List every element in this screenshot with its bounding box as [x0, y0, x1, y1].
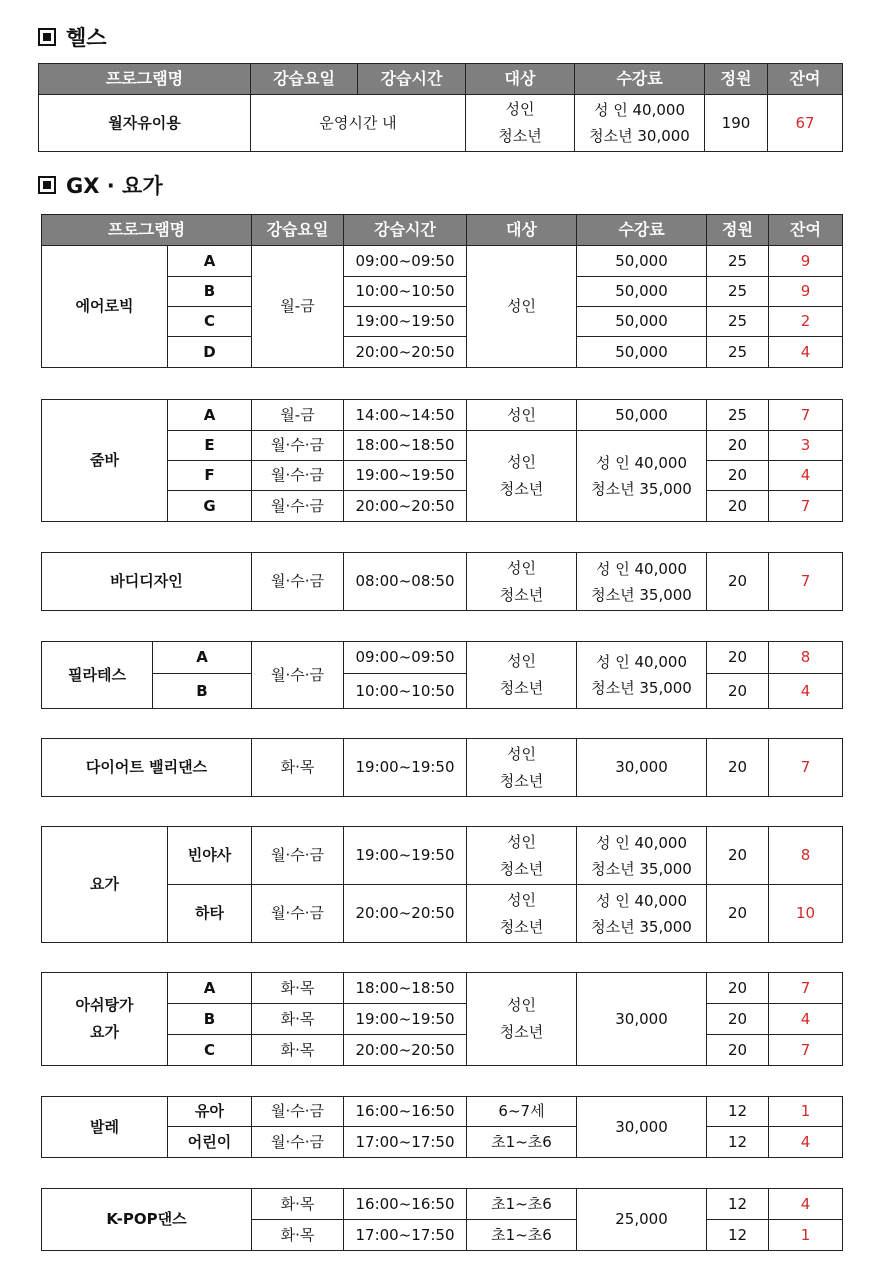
square-bullet-icon: [38, 176, 56, 194]
days-cell: 월·수·금: [252, 1127, 344, 1158]
fee-cell: 성 인 40,000 청소년 35,000: [577, 431, 707, 522]
time-cell: 20:00~20:50: [344, 885, 467, 943]
time-cell: 09:00~09:50: [344, 246, 467, 277]
class-cell: B: [153, 674, 252, 709]
class-cell: 어린이: [168, 1127, 252, 1158]
days-cell: 월·수·금: [252, 491, 344, 522]
fee-cell: 50,000: [577, 400, 707, 431]
class-cell: G: [168, 491, 252, 522]
pilates-table: [41, 641, 843, 709]
time-cell: 19:00~19:50: [344, 827, 467, 885]
class-cell: E: [168, 431, 252, 461]
capacity-cell: 12: [707, 1097, 769, 1127]
remaining-cell: 10: [769, 885, 843, 943]
col-header: 잔여: [769, 215, 843, 246]
capacity-cell: 20: [707, 491, 769, 522]
remaining-cell: 3: [769, 431, 843, 461]
program-name: 요가: [42, 827, 168, 943]
fee-cell: 성 인 40,000 청소년 30,000: [575, 95, 705, 152]
days-cell: 월·수·금: [252, 885, 344, 943]
days-cell: 월·수·금: [252, 431, 344, 461]
gx-title: GX · 요가: [66, 174, 163, 198]
capacity-cell: 20: [707, 885, 769, 943]
time-cell: 16:00~16:50: [344, 1189, 467, 1220]
capacity-cell: 12: [707, 1189, 769, 1220]
col-header: 정원: [707, 215, 769, 246]
program-name: 바디디자인: [42, 553, 252, 611]
fee-cell: 30,000: [577, 973, 707, 1066]
col-header: 강습시간: [358, 64, 466, 95]
ballet-table: [41, 1096, 843, 1158]
capacity-cell: 20: [707, 553, 769, 611]
capacity-cell: 12: [707, 1127, 769, 1158]
remaining-cell: 4: [769, 1127, 843, 1158]
remaining-cell: 4: [769, 337, 843, 368]
health-section-title: [38, 22, 107, 52]
fee-cell: 30,000: [577, 1097, 707, 1158]
class-cell: B: [168, 277, 252, 307]
program-name: K-POP댄스: [42, 1189, 252, 1251]
target-cell: 성인 청소년: [467, 973, 577, 1066]
program-name: 아쉬탕가 요가: [42, 973, 168, 1066]
time-cell: 17:00~17:50: [344, 1220, 467, 1251]
target-cell: 초1~초6: [467, 1220, 577, 1251]
remaining-cell: 7: [769, 400, 843, 431]
days-cell: 월-금: [252, 246, 344, 368]
class-cell: 유아: [168, 1097, 252, 1127]
time-cell: 10:00~10:50: [344, 674, 467, 709]
health-table: [38, 63, 843, 152]
target-cell: 초1~초6: [467, 1189, 577, 1220]
time-cell: 08:00~08:50: [344, 553, 467, 611]
time-cell: 18:00~18:50: [344, 431, 467, 461]
kpop-table: [41, 1188, 843, 1251]
days-cell: 화·목: [252, 1189, 344, 1220]
capacity-cell: 20: [707, 431, 769, 461]
col-header: 프로그램명: [42, 215, 252, 246]
health-title: 헬스: [66, 26, 107, 50]
class-cell: 하타: [168, 885, 252, 943]
time-cell: 19:00~19:50: [344, 1004, 467, 1035]
time-cell: 20:00~20:50: [344, 491, 467, 522]
target-cell: 성인: [467, 246, 577, 368]
capacity-cell: 25: [707, 400, 769, 431]
remaining-cell: 4: [769, 674, 843, 709]
fee-cell: 50,000: [577, 277, 707, 307]
remaining-cell: 7: [769, 739, 843, 797]
col-header: 강습요일: [251, 64, 358, 95]
capacity-cell: 20: [707, 461, 769, 491]
yoga-table: [41, 826, 843, 943]
days-cell: 화·목: [252, 1220, 344, 1251]
time-cell: 19:00~19:50: [344, 739, 467, 797]
col-header: 수강료: [575, 64, 705, 95]
class-cell: D: [168, 337, 252, 368]
remaining-cell: 7: [769, 553, 843, 611]
remaining-cell: 1: [769, 1097, 843, 1127]
time-cell: 20:00~20:50: [344, 337, 467, 368]
square-bullet-icon: [38, 28, 56, 46]
target-cell: 성인 청소년: [467, 739, 577, 797]
capacity-cell: 20: [707, 739, 769, 797]
remaining-cell: 9: [769, 246, 843, 277]
remaining-cell: 8: [769, 827, 843, 885]
time-cell: 19:00~19:50: [344, 461, 467, 491]
time-cell: 09:00~09:50: [344, 642, 467, 674]
capacity-cell: 20: [707, 674, 769, 709]
class-cell: A: [168, 973, 252, 1004]
fee-cell: 성 인 40,000 청소년 35,000: [577, 553, 707, 611]
aerobic-table: [41, 214, 843, 368]
program-name: 필라테스: [42, 642, 153, 709]
time-cell: 20:00~20:50: [344, 1035, 467, 1066]
remaining-cell: 67: [768, 95, 843, 152]
remaining-cell: 4: [769, 1189, 843, 1220]
remaining-cell: 8: [769, 642, 843, 674]
capacity-cell: 20: [707, 1035, 769, 1066]
time-cell: 19:00~19:50: [344, 307, 467, 337]
days-cell: 화·목: [252, 739, 344, 797]
capacity-cell: 20: [707, 827, 769, 885]
program-name: 다이어트 밸리댄스: [42, 739, 252, 797]
fee-cell: 30,000: [577, 739, 707, 797]
class-cell: B: [168, 1004, 252, 1035]
class-cell: A: [168, 400, 252, 431]
capacity-cell: 25: [707, 337, 769, 368]
col-header: 강습시간: [344, 215, 467, 246]
fee-cell: 성 인 40,000 청소년 35,000: [577, 827, 707, 885]
fee-cell: 성 인 40,000 청소년 35,000: [577, 885, 707, 943]
target-cell: 성인 청소년: [467, 642, 577, 709]
time-cell: 10:00~10:50: [344, 277, 467, 307]
gx-section-title: [38, 170, 163, 200]
col-header: 잔여: [768, 64, 843, 95]
target-cell: 성인 청소년: [467, 431, 577, 522]
target-cell: 성인 청소년: [467, 827, 577, 885]
fee-cell: 50,000: [577, 246, 707, 277]
time-cell: 16:00~16:50: [344, 1097, 467, 1127]
remaining-cell: 7: [769, 973, 843, 1004]
class-cell: A: [153, 642, 252, 674]
time-cell: 18:00~18:50: [344, 973, 467, 1004]
capacity-cell: 190: [705, 95, 768, 152]
days-cell: 월-금: [252, 400, 344, 431]
capacity-cell: 20: [707, 642, 769, 674]
bodydesign-table: [41, 552, 843, 611]
days-cell: 월·수·금: [252, 553, 344, 611]
target-cell: 6~7세: [467, 1097, 577, 1127]
time-cell: 14:00~14:50: [344, 400, 467, 431]
days-cell: 화·목: [252, 1004, 344, 1035]
capacity-cell: 12: [707, 1220, 769, 1251]
program-name: 발레: [42, 1097, 168, 1158]
days-cell: 월·수·금: [252, 461, 344, 491]
col-header: 강습요일: [252, 215, 344, 246]
remaining-cell: 2: [769, 307, 843, 337]
remaining-cell: 9: [769, 277, 843, 307]
capacity-cell: 20: [707, 973, 769, 1004]
program-name: 줌바: [42, 400, 168, 522]
fee-cell: 50,000: [577, 337, 707, 368]
target-cell: 초1~초6: [467, 1127, 577, 1158]
days-cell: 월·수·금: [252, 1097, 344, 1127]
class-cell: C: [168, 1035, 252, 1066]
class-cell: A: [168, 246, 252, 277]
zumba-table: [41, 399, 843, 522]
capacity-cell: 20: [707, 1004, 769, 1035]
program-name: 월자유이용: [39, 95, 251, 152]
remaining-cell: 7: [769, 491, 843, 522]
capacity-cell: 25: [707, 277, 769, 307]
class-cell: 빈야사: [168, 827, 252, 885]
hours-cell: 운영시간 내: [251, 95, 466, 152]
days-cell: 월·수·금: [252, 827, 344, 885]
remaining-cell: 7: [769, 1035, 843, 1066]
time-cell: 17:00~17:50: [344, 1127, 467, 1158]
fee-cell: 성 인 40,000 청소년 35,000: [577, 642, 707, 709]
fee-cell: 50,000: [577, 307, 707, 337]
col-header: 프로그램명: [39, 64, 251, 95]
col-header: 대상: [467, 215, 577, 246]
remaining-cell: 4: [769, 461, 843, 491]
fee-cell: 25,000: [577, 1189, 707, 1251]
capacity-cell: 25: [707, 246, 769, 277]
program-name: 에어로빅: [42, 246, 168, 368]
col-header: 수강료: [577, 215, 707, 246]
target-cell: 성인 청소년: [467, 553, 577, 611]
col-header: 정원: [705, 64, 768, 95]
class-cell: C: [168, 307, 252, 337]
remaining-cell: 1: [769, 1220, 843, 1251]
col-header: 대상: [466, 64, 575, 95]
ashtanga-table: [41, 972, 843, 1066]
bellydance-table: [41, 738, 843, 797]
days-cell: 화·목: [252, 1035, 344, 1066]
days-cell: 월·수·금: [252, 642, 344, 709]
target-cell: 성인 청소년: [466, 95, 575, 152]
target-cell: 성인: [467, 400, 577, 431]
target-cell: 성인 청소년: [467, 885, 577, 943]
class-cell: F: [168, 461, 252, 491]
days-cell: 화·목: [252, 973, 344, 1004]
remaining-cell: 4: [769, 1004, 843, 1035]
capacity-cell: 25: [707, 307, 769, 337]
